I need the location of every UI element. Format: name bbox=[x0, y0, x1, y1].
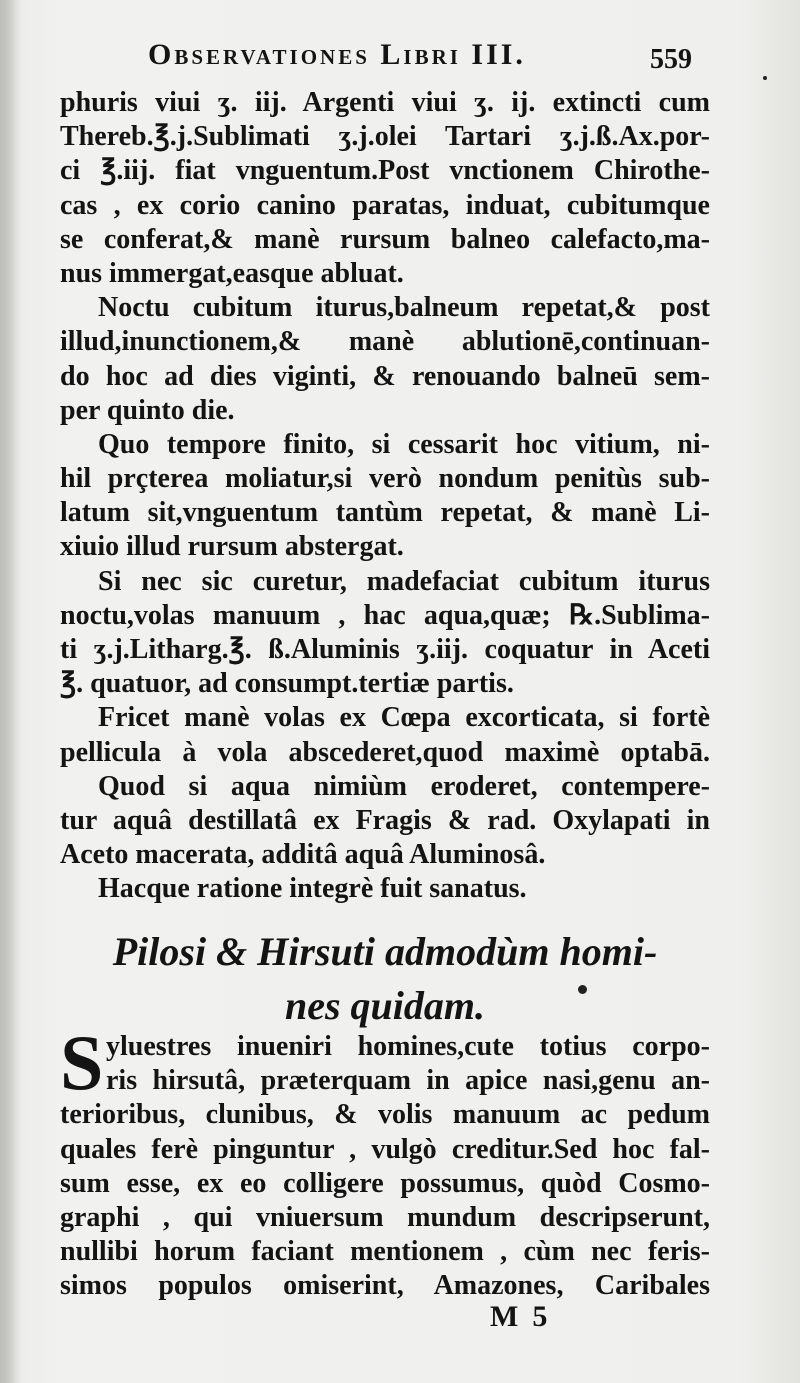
text-line: ti ʒ.j.Litharg.℥. ß.Aluminis ʒ.iij. coquatur in Aceti bbox=[60, 634, 710, 665]
text-line: nus immergat,easque abluat. bbox=[60, 257, 404, 289]
text-line: do hoc ad dies viginti, & renouando balneū sem- bbox=[60, 360, 710, 392]
text-line: Thereb.℥.j.Sublimati ʒ.j.olei Tartari ʒ.j.ß.Ax.por- bbox=[60, 121, 710, 153]
ink-spot bbox=[578, 985, 587, 994]
ink-spot bbox=[763, 76, 767, 80]
signature-mark bbox=[490, 1300, 561, 1334]
text-line: cas , ex corio canino paratas, induat, cubitumque bbox=[60, 189, 710, 221]
text-line: sum esse, ex eo colligere possumus, quòd Cosmo- bbox=[60, 1167, 710, 1199]
page-header bbox=[148, 38, 708, 88]
text-line: Noctu cubitum iturus,balneum repetat,& post bbox=[98, 292, 710, 324]
text-line: terioribus, clunibus, & volis manuum ac pedum bbox=[60, 1099, 710, 1131]
text-line: Fricet manè volas ex Cœpa excorticata, si fortè bbox=[98, 702, 710, 734]
text-line: tur aquâ destillatâ ex Fragis & rad. Oxylapati in bbox=[60, 804, 710, 836]
text-line: ℥. quatuor, ad consumpt.tertiæ partis. bbox=[60, 668, 514, 700]
text-line: quales ferè pinguntur , vulgò creditur.Sed hoc fal- bbox=[60, 1133, 710, 1165]
text-line: pellicula à vola abscederet,quod maximè optabā. bbox=[60, 736, 710, 768]
running-title: Observationes Libri III. bbox=[148, 38, 526, 71]
text-line: illud,inunctionem,& manè ablutionē,continuan- bbox=[60, 326, 710, 358]
section-heading bbox=[60, 925, 710, 1033]
text-line: Aceto macerata, additâ aquâ Aluminosâ. bbox=[60, 839, 546, 871]
text-line: hil prçterea moliatur,si verò nondum penitùs sub- bbox=[60, 463, 710, 495]
drop-cap: S bbox=[60, 1019, 104, 1106]
signature-number: 5 bbox=[532, 1300, 562, 1333]
text-line: per quinto die. bbox=[60, 394, 235, 426]
text-line: Quod si aqua nimiùm eroderet, contempere- bbox=[98, 770, 710, 802]
gutter-shadow bbox=[0, 0, 22, 1383]
text-line: xiuio illud rursum abstergat. bbox=[60, 531, 404, 563]
section-text bbox=[60, 1019, 710, 1304]
page-number: 559 bbox=[650, 44, 692, 75]
text-line: simos populos omiserint, Amazones, Caribales bbox=[60, 1270, 710, 1302]
text-line: graphi , qui vniuersum mundum descripserunt, bbox=[60, 1201, 710, 1233]
signature-letter: M bbox=[490, 1300, 533, 1333]
text-line: nullibi horum faciant mentionem , cùm nec feris- bbox=[60, 1236, 710, 1268]
text-line: se conferat,& manè rursum balneo calefacto,ma- bbox=[60, 223, 710, 255]
text-line: Si nec sic curetur, madefaciat cubitum iturus bbox=[98, 565, 710, 597]
text-line: latum sit,vnguentum tantùm repetat, & manè Li- bbox=[60, 497, 710, 529]
heading-line: nes quidam. bbox=[284, 983, 486, 1028]
text-line: Hacque ratione integrè fuit sanatus. bbox=[98, 873, 527, 905]
text-line: ris hirsutâ, præterquam in apice nasi,genu an- bbox=[106, 1065, 710, 1097]
text-line: Quo tempore finito, si cessarit hoc vitium, ni- bbox=[98, 428, 710, 460]
text-line: ci ℥.iij. fiat vnguentum.Post vnctionem Chirothe- bbox=[60, 155, 710, 187]
text-line: yluestres inueniri homines,cute totius corpo- bbox=[106, 1031, 710, 1062]
body-text bbox=[60, 86, 710, 907]
text-line: phuris viui ʒ. iij. Argenti viui ʒ. ij. extincti cum bbox=[60, 87, 710, 118]
heading-line: Pilosi & Hirsuti admodùm homi- bbox=[112, 929, 658, 974]
text-line: noctu,volas manuum , hac aqua,quæ; ℞.Sublima- bbox=[60, 599, 710, 631]
